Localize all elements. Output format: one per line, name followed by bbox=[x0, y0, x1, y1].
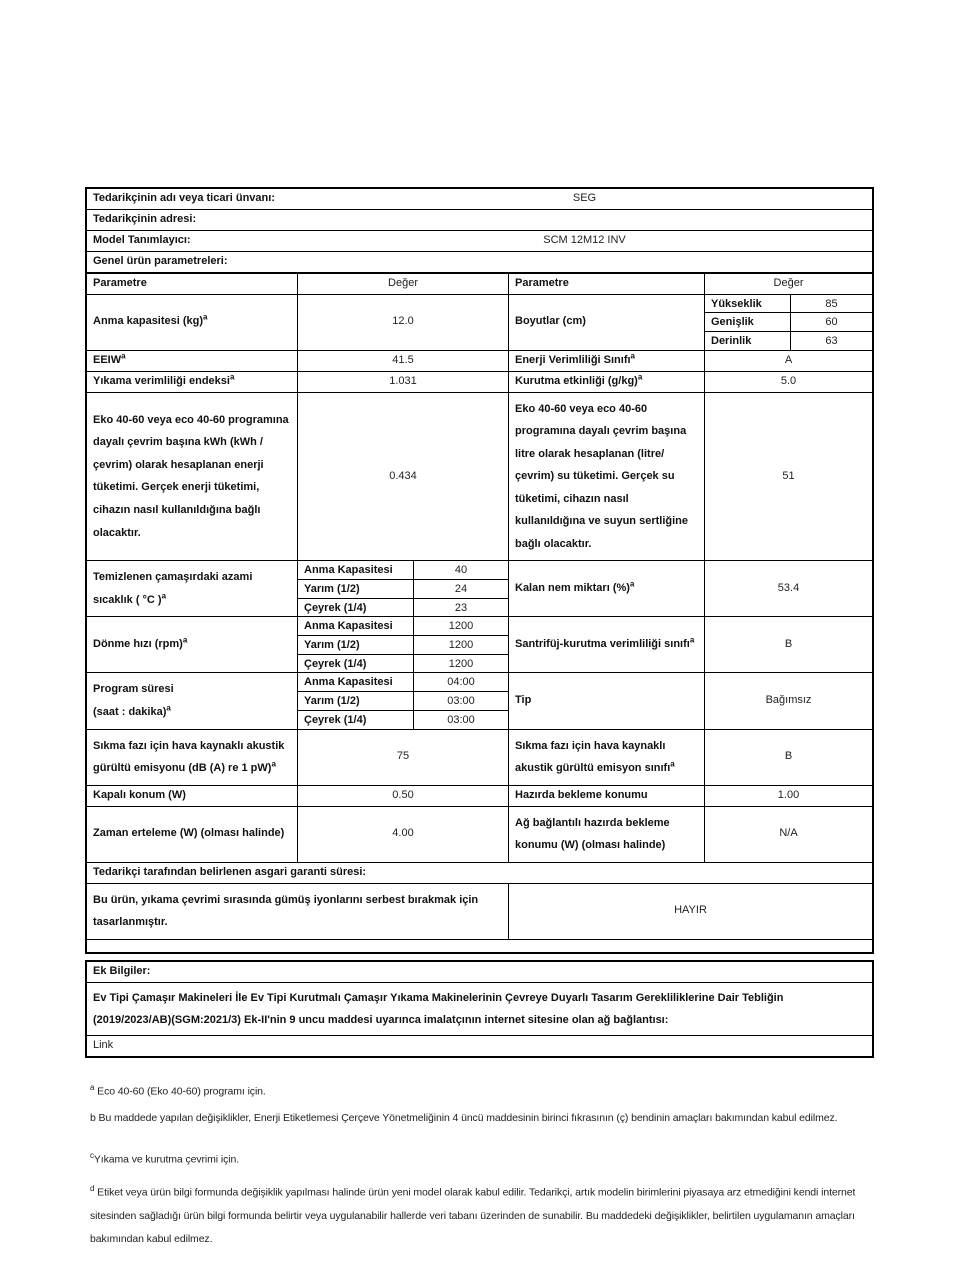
model-row bbox=[87, 230, 872, 251]
dimension-height-label: Yükseklik bbox=[711, 297, 762, 310]
footnote-a bbox=[90, 1082, 873, 1099]
temp-quarter-value: 23 bbox=[413, 599, 508, 617]
standby-value: 1.00 bbox=[704, 786, 872, 806]
dimension-depth-row bbox=[705, 331, 872, 350]
header-value-left: Değer bbox=[297, 274, 508, 294]
max-temperature-label: Temizlenen çamaşırdaki azami sıcaklık ( °C )$^a$ bbox=[93, 571, 253, 606]
moisture-value: 53.4 bbox=[704, 561, 872, 616]
drying-efficiency-label: Kurutma etkinliği $(g/kg)^a$ bbox=[508, 372, 704, 392]
duration-row bbox=[87, 672, 872, 728]
eeiw-label: EEIW$^a$ bbox=[93, 351, 126, 366]
spin-class-value: B bbox=[704, 617, 872, 672]
additional-info-table bbox=[85, 960, 874, 1058]
duration-rated-row bbox=[298, 673, 508, 691]
regulation-row bbox=[87, 982, 872, 1035]
duration-quarter-label: Çeyrek (1/4) bbox=[304, 713, 367, 726]
footnote-ref-a: a bbox=[229, 371, 235, 381]
link-row bbox=[87, 1035, 872, 1056]
duration-rated-value: 04:00 bbox=[413, 673, 508, 691]
spin-rated-label: Anma Kapasitesi bbox=[304, 620, 393, 633]
duration-half-label: Yarım (1/2) bbox=[304, 695, 360, 708]
temp-half-label: Yarım (1/2) bbox=[304, 582, 360, 595]
capacity-value: 12.0 bbox=[297, 295, 508, 350]
silver-ions-value: HAYIR bbox=[508, 884, 872, 939]
empty-row bbox=[87, 939, 872, 952]
dimension-height-row bbox=[705, 295, 872, 313]
delay-start-label: Zaman erteleme (W) (olması halinde) bbox=[93, 827, 285, 840]
delay-start-value: 4.00 bbox=[297, 807, 508, 862]
energy-consumption-value: 0.434 bbox=[297, 393, 508, 561]
footnote-ref-a: a bbox=[161, 591, 167, 601]
spin-speed-row bbox=[87, 616, 872, 672]
header-value-right: Değer bbox=[704, 274, 872, 294]
consumption-row bbox=[87, 392, 872, 561]
duration-quarter-value: 03:00 bbox=[413, 711, 508, 729]
temp-quarter-label: Çeyrek (1/4) bbox=[304, 601, 367, 614]
address-value bbox=[297, 210, 872, 230]
moisture-label: Kalan nem miktarı (%)$^a$ bbox=[508, 561, 704, 616]
silver-ions-label: Bu ürün, yıkama çevrimi sırasında gümüş iyonlarını serbest bırakmak için tasarlanmıştır. bbox=[93, 893, 479, 929]
spin-half-label: Yarım (1/2) bbox=[304, 638, 360, 651]
dimension-depth-value: 63 bbox=[790, 332, 872, 350]
spin-rated-row bbox=[298, 617, 508, 635]
supplier-row bbox=[87, 189, 872, 209]
extra-info-title: Ek Bilgiler: bbox=[93, 964, 151, 977]
footnote-ref-a: a bbox=[637, 371, 643, 381]
temp-rated-label: Anma Kapasitesi bbox=[304, 564, 393, 577]
supplier-label: Tedarikçinin adı veya ticari ünvanı: bbox=[93, 192, 275, 204]
column-header-row bbox=[87, 272, 872, 294]
address-label: Tedarikçinin adresi: bbox=[93, 212, 197, 225]
duration-label: Program süresi (saat : dakika)$^a$ bbox=[93, 683, 174, 719]
spin-rated-value: 1200 bbox=[413, 617, 508, 635]
duration-half-value: 03:00 bbox=[413, 692, 508, 710]
duration-rated-label: Anma Kapasitesi bbox=[304, 676, 393, 689]
footnote-ref-a: a bbox=[271, 759, 276, 769]
sheet-content bbox=[85, 187, 874, 1264]
spin-half-value: 1200 bbox=[413, 636, 508, 654]
footnote-b-text: b Bu maddede yapılan değişiklikler, Enerji Etiketlemesi Çerçeve Yönetmeliğinin 4 üncü maddesinin birinci fıkrasının (ç) bendinin amaçları bakımından kabul edilmez. bbox=[90, 1111, 838, 1124]
capacity-dimensions-row bbox=[87, 294, 872, 350]
noise-class-value: B bbox=[704, 730, 872, 785]
footnote-ref-a: a bbox=[121, 351, 126, 361]
spin-quarter-value: 1200 bbox=[413, 655, 508, 673]
water-consumption-value: 51 bbox=[704, 393, 872, 561]
max-temperature-row bbox=[87, 560, 872, 616]
footnote-c-marker: c bbox=[90, 1151, 94, 1161]
spin-speed-subtable bbox=[297, 617, 508, 672]
footnote-ref-a: a bbox=[182, 635, 188, 645]
temp-half-row bbox=[298, 579, 508, 598]
footnote-d bbox=[90, 1180, 873, 1252]
header-param-left: Parametre bbox=[93, 276, 147, 289]
off-mode-row bbox=[87, 785, 872, 806]
footnote-ref-a: a bbox=[670, 759, 675, 769]
eeiw-row bbox=[87, 350, 872, 371]
footnote-ref-a: a bbox=[203, 312, 208, 322]
temp-half-value: 24 bbox=[413, 580, 508, 598]
spin-half-row bbox=[298, 635, 508, 654]
type-label: Tip bbox=[508, 673, 704, 728]
network-standby-value: N/A bbox=[704, 807, 872, 862]
wash-index-row bbox=[87, 371, 872, 392]
footnote-ref-a: a bbox=[630, 351, 635, 361]
regulation-text bbox=[87, 983, 872, 1035]
energy-class-value: A bbox=[704, 351, 872, 371]
drying-efficiency-value: 5.0 bbox=[704, 372, 872, 392]
dimensions-label: Boyutlar (cm) bbox=[508, 295, 704, 350]
spin-class-label: Santrifüj-kurutma verimliliği sınıfı$^a$ bbox=[508, 617, 704, 672]
dimension-width-value: 60 bbox=[790, 313, 872, 331]
product-info-table bbox=[85, 187, 874, 954]
spin-speed-label: Dönme hızı (rpm)$^a$ bbox=[93, 635, 188, 651]
footnote-a-marker: a bbox=[90, 1082, 95, 1092]
wash-index-label: Yıkama verimliliği endeksi$^a$ bbox=[93, 371, 235, 387]
duration-half-row bbox=[298, 691, 508, 710]
general-params-row bbox=[87, 251, 872, 272]
footnote-a-text: Eco 40-60 (Eko 40-60) programı için. bbox=[94, 1085, 266, 1098]
energy-class-label: Enerji Verimliliği Sınıfı$^a$ bbox=[508, 351, 704, 371]
regulation-line-1: Ev Tipi Çamaşır Makineleri İle Ev Tipi Kurutmalı Çamaşır Yıkama Makinelerinin Çevreye Duyarlı Tasarım Gerekliliklerine Dair Tebliğin bbox=[93, 991, 784, 1004]
noise-class-label: Sıkma fazı için hava kaynaklı akustik gürültü emisyon sınıfı$^a$ bbox=[508, 730, 704, 785]
wash-index-value: 1.031 bbox=[297, 372, 508, 392]
off-mode-value: 0.50 bbox=[297, 786, 508, 806]
noise-row bbox=[87, 729, 872, 785]
dimensions-subtable bbox=[704, 295, 872, 350]
dimension-width-label: Genişlik bbox=[711, 316, 754, 329]
footnote-d-text: Etiket veya ürün bilgi formunda değişiklik yapılması halinde ürün yeni model olarak kabul edilir. Tedarikçi, artık modelin birimlerini piyasaya arz etmediğini kendi internet sitesinden sağladığı ürün bilgi formunda belirtir veya uygulanabilir hallerde veri tabanı üzerinden de sunabilir. Bu maddedeki değişiklikler, belirtilen uygulamanın amaçları bakımından kabul edilmez. bbox=[90, 1186, 856, 1246]
silver-ions-row bbox=[87, 883, 872, 939]
empty-cell bbox=[87, 940, 872, 952]
footnote-ref-a: a bbox=[629, 579, 635, 589]
dimension-depth-label: Derinlik bbox=[711, 334, 752, 347]
footnote-b bbox=[90, 1111, 873, 1126]
supplier-value: SEG bbox=[572, 192, 597, 204]
spin-quarter-row bbox=[298, 654, 508, 673]
warranty-label: Tedarikçi tarafından belirlenen asgari garanti süresi: bbox=[93, 865, 367, 878]
footnote-ref-a: a bbox=[689, 635, 695, 645]
footnote-ref-a: a bbox=[166, 703, 171, 713]
type-value: Bağımsız bbox=[704, 673, 872, 728]
regulation-line-2: (2019/2023/AB)(SGM:2021/3) Ek-II'nin 9 uncu maddesi uyarınca imalatçının internet sitesine olan ağ bağlantısı: bbox=[93, 1013, 669, 1026]
water-consumption-label: Eko 40-60 veya eco 40-60 programına dayalı çevrim başına litre olarak hesaplanan (litre/çevrim) su tüketimi. Gerçek su tüketimi, cihazın nasıl kullanıldığına ve suyun sertliğine bağlı olacaktır. bbox=[508, 393, 704, 561]
temp-quarter-row bbox=[298, 598, 508, 617]
footnote-d-marker: d bbox=[90, 1183, 95, 1193]
temp-rated-value: 40 bbox=[413, 561, 508, 579]
spin-quarter-label: Çeyrek (1/4) bbox=[304, 657, 367, 670]
header-param-right: Parametre bbox=[508, 274, 704, 294]
warranty-row bbox=[87, 862, 872, 883]
max-temperature-subtable bbox=[297, 561, 508, 616]
off-mode-label: Kapalı konum (W) bbox=[93, 788, 186, 801]
duration-quarter-row bbox=[298, 710, 508, 729]
eeiw-value: 41.5 bbox=[297, 351, 508, 371]
dimension-height-value: 85 bbox=[790, 295, 872, 313]
temp-rated-row bbox=[298, 561, 508, 579]
energy-consumption-label: Eko 40-60 veya eco 40-60 programına dayalı çevrim başına kWh (kWh / çevrim) olarak hesaplanan enerji tüketimi. Gerçek enerji tüketimi, cihazın nasıl kullanıldığına bağlı olacaktır. bbox=[93, 413, 289, 539]
duration-subtable bbox=[297, 673, 508, 728]
model-label: Model Tanımlayıcı: bbox=[93, 233, 191, 246]
noise-label: Sıkma fazı için hava kaynaklı akustik gürültü emisyonu (dB (A) re 1 pW)$^a$ bbox=[93, 739, 285, 775]
model-value: SCM 12M12 INV bbox=[543, 233, 626, 246]
capacity-label: Anma kapasitesi (kg)$^a$ bbox=[93, 312, 208, 328]
website-link[interactable]: Link bbox=[93, 1038, 114, 1051]
general-params-label: Genel ürün parametreleri: bbox=[93, 254, 228, 267]
network-standby-label: Ağ bağlantılı hazırda bekleme konumu (W) (olması halinde) bbox=[508, 807, 704, 862]
address-row bbox=[87, 209, 872, 230]
footnote-c bbox=[90, 1150, 873, 1167]
dimension-width-row bbox=[705, 312, 872, 331]
standby-label: Hazırda bekleme konumu bbox=[508, 786, 704, 806]
extra-info-title-row bbox=[87, 962, 872, 982]
footnote-c-text: Yıkama ve kurutma çevrimi için. bbox=[93, 1153, 240, 1166]
delay-start-row bbox=[87, 806, 872, 862]
footnotes bbox=[85, 1082, 873, 1252]
noise-value: 75 bbox=[297, 730, 508, 785]
